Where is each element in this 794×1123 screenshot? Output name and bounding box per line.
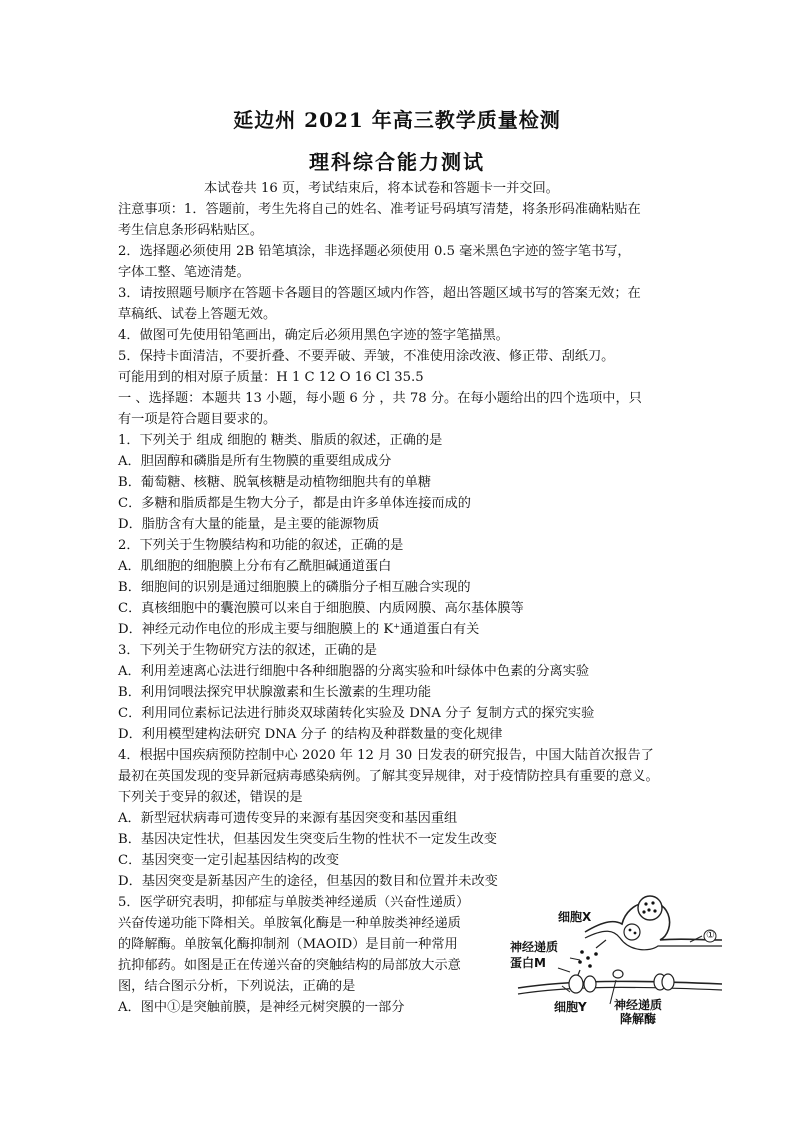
release-arrow	[596, 940, 606, 948]
note-3b: 草稿纸、试卷上答题无效。	[118, 307, 277, 322]
note-1a: 注意事项：1．答题前，考生先将自己的姓名、准考证号码填写清楚，将条形码准确粘贴在	[118, 202, 641, 217]
q2-option-c: C．真核细胞中的囊泡膜可以来自于细胞膜、内质网膜、高尔基体膜等	[118, 601, 524, 616]
q5-option-a: A．图中①是突触前膜，是神经元树突膜的一部分	[118, 1000, 405, 1015]
note-2b: 字体工整、笔迹清楚。	[118, 265, 250, 280]
q3-stem: 3．下列关于生物研究方法的叙述，正确的是	[118, 643, 377, 658]
q5-line-4: 抗抑郁药。如图是正在传递兴奋的突触结构的局部放大示意	[118, 958, 461, 973]
synaptic-vesicle-small	[624, 924, 640, 940]
q1-option-b: B．葡萄糖、核糖、脱氧核糖是动植物细胞共有的单糖	[118, 475, 432, 490]
q5-line-3: 的降解酶。单胺氧化酶抑制剂（MAOID）是目前一种常用	[118, 937, 458, 952]
label-cell-x: 细胞X	[558, 910, 592, 924]
q1-option-a: A．胆固醇和磷脂是所有生物膜的重要组成成分	[118, 454, 392, 469]
degrading-enzyme	[613, 970, 623, 978]
q1-option-d: D．脂肪含有大量的能量，是主要的能源物质	[118, 517, 380, 532]
label-cell-y: 细胞Y	[554, 1000, 587, 1014]
q3-option-a: A．利用差速离心法进行细胞中各种细胞器的分离实验和叶绿体中色素的分离实验	[118, 664, 590, 679]
q5-line-1: 5．医学研究表明，抑郁症与单胺类神经递质（兴奋性递质）	[118, 895, 470, 910]
q4-stem-1: 4．根据中国疾病预防控制中心 2020 年 12 月 30 日发表的研究报告，中国大陆首次报告了	[118, 748, 654, 763]
q5-line-5: 图，结合图示分析，下列说法，正确的是	[118, 979, 356, 994]
q4-option-b: B．基因决定性状，但基因发生突变后生物的性状不一定发生改变	[118, 832, 497, 847]
q2-option-d: D．神经元动作电位的形成主要与细胞膜上的 K⁺通道蛋白有关	[118, 622, 480, 637]
label-enzyme-2: 降解酶	[620, 1012, 657, 1026]
intro-text: 本试卷共 16 页，考试结束后，将本试卷和答题卡一并交回。	[204, 181, 559, 196]
note-1b: 考生信息条形码粘贴区。	[118, 223, 264, 238]
q3-option-c: C．利用同位素标记法进行肺炎双球菌转化实验及 DNA 分子 复制方式的探究实验	[118, 706, 595, 721]
atomic-mass: 可能用到的相对原子质量：H 1 C 12 O 16 Cl 35.5	[118, 370, 424, 385]
note-2a: 2．选择题必须使用 2B 铅笔填涂，非选择题必须使用 0.5 毫米黑色字迹的签字笔书写，	[118, 244, 631, 259]
q1-stem: 1．下列关于 组成 细胞的 糖类、脂质的叙述，正确的是	[118, 433, 443, 448]
section-heading-a: 一 、选择题：本题共 13 小题，每小题 6 分 ，共 78 分。在每小题给出的四个选项中，只	[118, 391, 642, 406]
label-marker-1: ①	[706, 930, 715, 941]
q4-option-c: C．基因突变一定引起基因结构的改变	[118, 853, 340, 868]
q2-option-b: B．细胞间的识别是通过细胞膜上的磷脂分子相互融合实现的	[118, 580, 471, 595]
q4-stem-2: 最初在英国发现的变异新冠病毒感染病例。了解其变异规律，对于疫情防控具有重要的意义。	[118, 769, 659, 784]
q4-stem-3: 下列关于变异的叙述，错误的是	[118, 790, 303, 805]
q4-option-d: D．基因突变是新基因产生的途径，但基因的数目和位置并未改变	[118, 874, 498, 889]
q4-option-a: A．新型冠状病毒可遗传变异的来源有基因突变和基因重组	[118, 811, 458, 826]
q2-option-a: A．肌细胞的细胞膜上分布有乙酰胆碱通道蛋白	[118, 559, 392, 574]
q1-option-c: C．多糖和脂质都是生物大分子，都是由许多单体连接而成的	[118, 496, 471, 511]
exam-title: 延边州 2021 年高三教学质量检测	[233, 108, 561, 132]
label-transmitter: 神经递质	[510, 940, 559, 954]
q2-stem: 2．下列关于生物膜结构和功能的叙述，正确的是	[118, 538, 404, 553]
synapse-figure	[510, 880, 730, 1026]
q3-option-b: B．利用饲喂法探究甲状腺激素和生长激素的生理功能	[118, 685, 432, 700]
section-heading-b: 有一项是符合题目要求的。	[118, 412, 277, 427]
note-3a: 3．请按照题号顺序在答题卡各题目的答题区域内作答，超出答题区域书写的答案无效；在	[118, 286, 641, 301]
exam-subtitle: 理科综合能力测试	[309, 150, 485, 174]
q3-option-d: D．利用模型建构法研究 DNA 分子 的结构及种群数量的变化规律	[118, 727, 503, 742]
label-enzyme-1: 神经递质	[614, 998, 663, 1012]
q5-line-2: 兴奋传递功能下降相关。单胺氧化酶是一种单胺类神经递质	[118, 916, 461, 931]
label-protein-m: 蛋白M	[510, 956, 546, 970]
synaptic-vesicle	[638, 896, 662, 920]
note-5: 5．保持卡面清洁，不要折叠、不要弄破、弄皱，不准使用涂改液、修正带、刮纸刀。	[118, 349, 615, 364]
protein-m	[569, 975, 583, 993]
note-4: 4．做图可先使用铅笔画出，确定后必须用黑色字迹的签字笔描黑。	[118, 328, 509, 343]
